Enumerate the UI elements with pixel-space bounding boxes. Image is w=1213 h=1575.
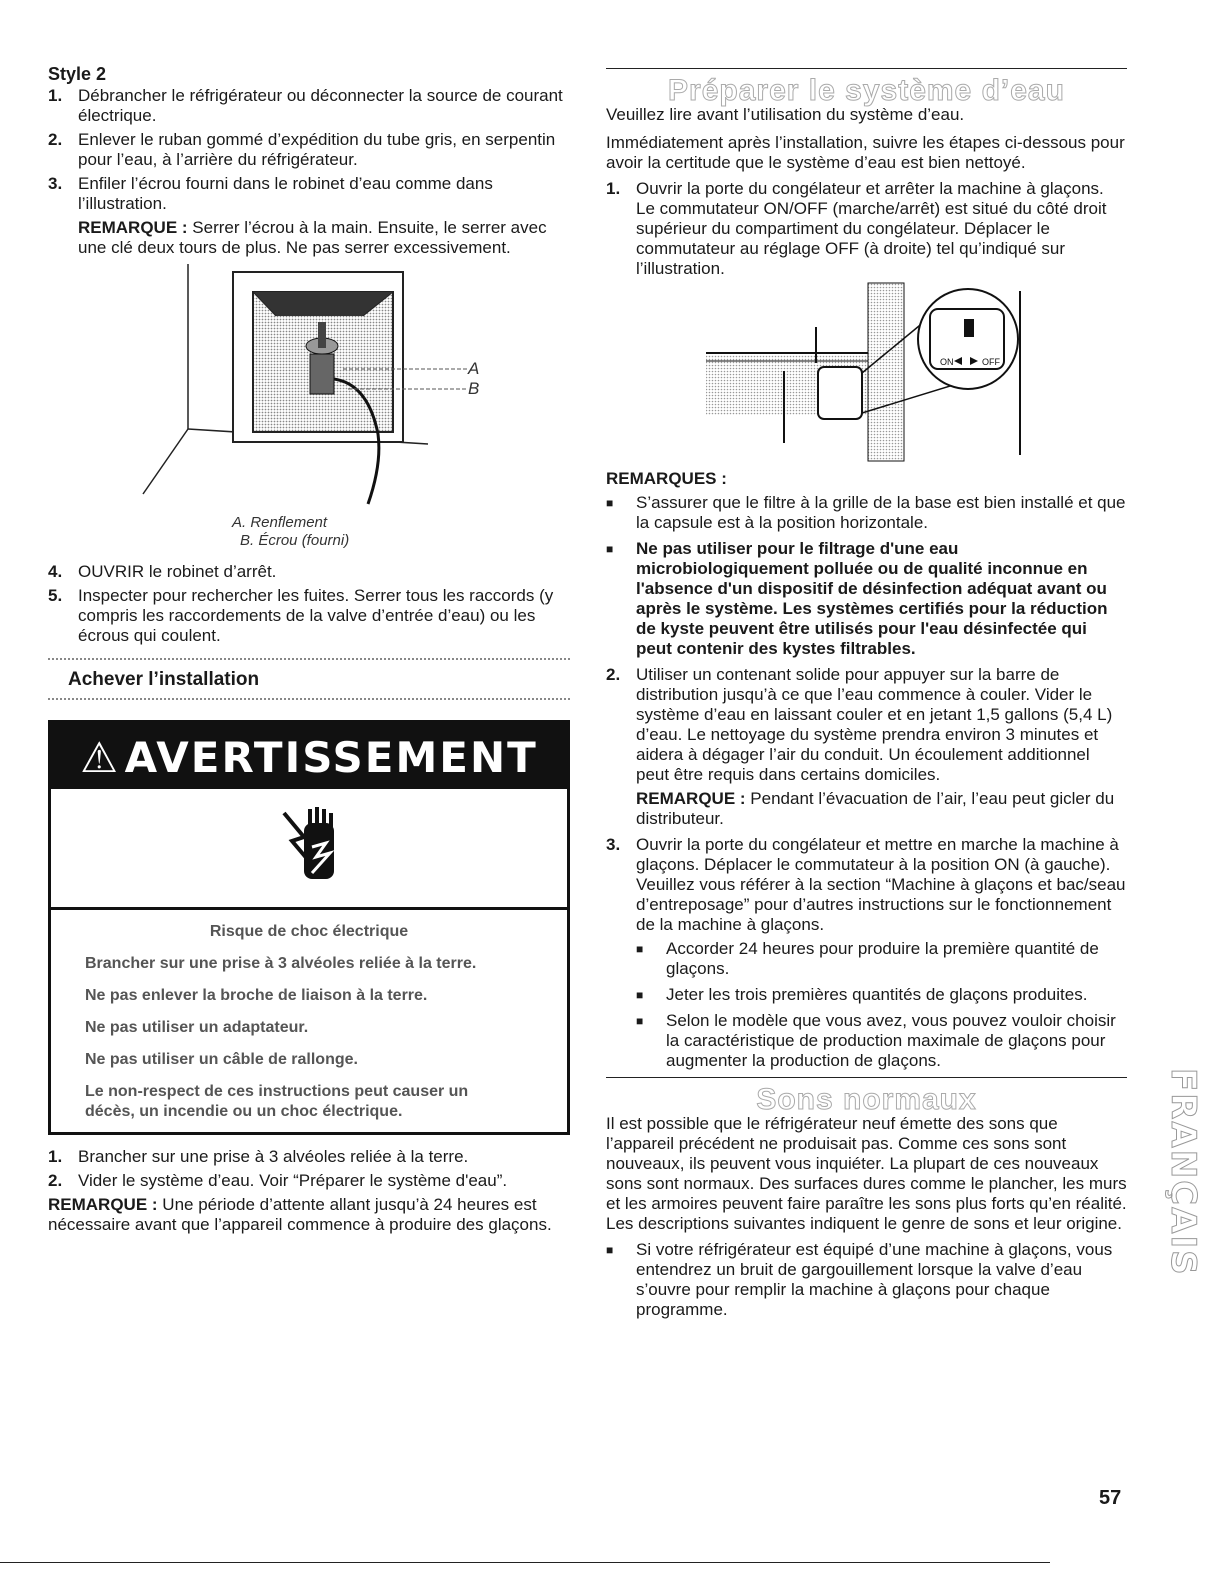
divider: [606, 68, 1127, 69]
list-item: [48, 562, 570, 582]
warning-title: AVERTISSEMENT: [124, 733, 538, 782]
list-item: [48, 174, 570, 214]
water-valve-illustration: [48, 264, 570, 586]
note-tighten: [48, 218, 570, 258]
list-item: [48, 1147, 570, 1167]
step-text: Enlever le ruban gommé d’expédition du tube gris, en serpentin pour l’eau, à l’arrière du réfrigérateur.: [78, 130, 556, 169]
ice-maker-switch-illustration: [606, 283, 1127, 461]
step-text: Ouvrir la porte du congélateur et arrêter la machine à glaçons. Le commutateur ON/OFF (marche/arrêt) est situé du côté droit supérieur du compartiment du congélateur. Déplacer le commutateur au réglage OFF (à droite) tel qu’indiqué sur l’illustration.: [636, 179, 1107, 278]
step-number: 5.: [48, 586, 63, 605]
list-item: [48, 1171, 570, 1191]
list-item: [606, 179, 1127, 279]
steps-list-c: [48, 1147, 570, 1191]
step-text: Vider le système d’eau. Voir “Préparer le système d'eau”.: [78, 1171, 508, 1190]
valve-drawing: [48, 264, 570, 586]
switch-drawing: [606, 283, 1127, 461]
step-text: Débrancher le réfrigérateur ou déconnecter la source de courant électrique.: [78, 86, 563, 125]
language-tab-graphic: [1150, 1060, 1203, 1350]
warning-body: [51, 910, 567, 1132]
step3-bullets: [636, 939, 1127, 1071]
list-item: ■ Ne pas utiliser pour le filtrage d'une eau microbiologiquement polluée ou de qualité inconnue en l'absence d'un dispositif de désinfection adéquat avant ou après le système. Les systèmes certifiés pour la réduction de kyste peuvent être utilisés pour l'eau désinfectée qui peut contenir des kystes filtrables.: [606, 539, 1127, 659]
paragraph: Veuillez lire avant l’utilisation du système d’eau.: [606, 105, 965, 124]
sounds-list: [606, 1240, 1127, 1320]
list-item: [48, 130, 570, 170]
warning-icon: ⚠: [80, 733, 120, 782]
note-label: REMARQUE :: [48, 1195, 158, 1214]
style-heading: Style 2: [48, 64, 107, 84]
step-number: 3.: [48, 174, 63, 193]
list-item: ■ Accorder 24 heures pour produire la première quantité de glaçons.: [636, 939, 1127, 979]
step-number: 2.: [48, 1171, 63, 1190]
note-label: REMARQUE :: [636, 789, 746, 808]
list-item: [606, 665, 1127, 785]
language-side-tab: [1150, 1060, 1203, 1350]
remarques-heading: REMARQUES :: [606, 469, 727, 488]
warning-line: Ne pas enlever la broche de liaison à la terre.: [85, 987, 428, 1004]
footer-rule: [0, 1562, 1050, 1563]
step-number: 1.: [606, 179, 621, 198]
right-column: [606, 68, 1127, 1326]
step-number: 1.: [48, 86, 63, 105]
note-text: Une période d’attente allant jusqu’à 24 heures est nécessaire avant que l’appareil commence à produire des glaçons.: [48, 1195, 552, 1234]
note-label: REMARQUE :: [78, 218, 188, 237]
steps-list-water-3: [606, 835, 1127, 935]
step-number: 2.: [606, 665, 621, 684]
warning-line: Brancher sur une prise à 3 alvéoles reliée à la terre.: [85, 955, 477, 972]
left-column: [48, 60, 570, 1239]
step-text: OUVRIR le robinet d’arrêt.: [78, 562, 277, 581]
list-item: [48, 586, 570, 646]
language-tab-text: FRANÇAIS: [1163, 1068, 1203, 1277]
paragraph: Immédiatement après l’installation, suivre les étapes ci-dessous pour avoir la certitude que le système d’eau est bien nettoyé.: [606, 133, 1125, 172]
step-number: 3.: [606, 835, 621, 854]
steps-list-water-2: [606, 665, 1127, 785]
divider: [606, 1077, 1127, 1078]
step-text: Brancher sur une prise à 3 alvéoles reliée à la terre.: [78, 1147, 469, 1166]
label-b: B: [468, 379, 480, 398]
figure-caption-a: A. Renflement: [232, 514, 328, 531]
list-item: ■ Jeter les trois premières quantités de glaçons produites.: [636, 985, 1127, 1005]
section-title-sounds: Sons normaux: [756, 1083, 977, 1116]
list-item: [606, 835, 1127, 935]
page-number: 57: [1099, 1487, 1122, 1509]
switch-on-label: ON: [940, 357, 954, 367]
warning-line: Ne pas utiliser un câble de rallonge.: [85, 1051, 358, 1068]
list-item: ■ Selon le modèle que vous avez, vous pouvez vouloir choisir la caractéristique de production maximale de glaçons pour augmenter la production de glaçons.: [636, 1011, 1127, 1071]
note-text: Pendant l’évacuation de l’air, l’eau peut gicler du distributeur.: [636, 789, 1115, 828]
shock-hazard-icon: [274, 803, 344, 893]
figure-caption-b: B. Écrou (fourni): [240, 532, 350, 549]
note-spray: [606, 789, 1127, 829]
list-item: ■ Si votre réfrigérateur est équipé d’une machine à glaçons, vous entendrez un bruit de gargouillement lorsque la valve d’eau s’ouvre pour remplir la machine à glaçons pour chaque programme.: [606, 1240, 1127, 1320]
warning-box: [48, 720, 570, 1135]
paragraph: Il est possible que le réfrigérateur neuf émette des sons que l’appareil précédent ne produisait pas. Comme ces sons sont nouveaux, ils peuvent vous inquiéter. La plupart de ces nouveaux sons sont normaux. Des surfaces dures comme le plancher, les murs et les armoires peuvent faire paraître les sons plus forts qu’en réalité. Les descriptions suivantes indiquent le genre de sons et leur origine.: [606, 1114, 1127, 1233]
warning-line: Ne pas utiliser un adaptateur.: [85, 1019, 309, 1036]
warning-header: [51, 723, 567, 789]
divider: [48, 698, 570, 700]
switch-off-label: OFF: [982, 357, 1000, 367]
step-text: Utiliser un contenant solide pour appuyer sur la barre de distribution jusqu’à ce que l’eau commence à couler. Vider le système d’eau en laissant couler et en jetant 1,5 gallons (5,4 L) d’eau. Le nettoyage du système prendra environ 3 minutes et aidera à dégager l’air du conduit. Un écoulement additionnel peut être requis dans certains domiciles.: [636, 665, 1113, 784]
label-a: A: [468, 359, 480, 378]
step-text: Enfiler l’écrou fourni dans le robinet d’eau comme dans l’illustration.: [78, 174, 493, 213]
steps-list-water-1: [606, 179, 1127, 279]
warning-line: Le non-respect de ces instructions peut causer un décès, un incendie ou un choc électrique.: [85, 1083, 469, 1120]
step-text: Inspecter pour rechercher les fuites. Serrer tous les raccords (y compris les raccordements de la valve d’entrée d’eau) ou les écrous qui coulent.: [78, 586, 554, 645]
steps-list-b: [48, 562, 570, 646]
step-number: 2.: [48, 130, 63, 149]
section-title-water: Préparer le système d’eau: [668, 74, 1065, 107]
list-item: [48, 86, 570, 126]
note-text: Serrer l’écrou à la main. Ensuite, le serrer avec une clé deux tours de plus. Ne pas serrer excessivement.: [78, 218, 547, 257]
step-number: 1.: [48, 1147, 63, 1166]
steps-list-a: [48, 86, 570, 214]
section-heading: Achever l’installation: [68, 669, 260, 690]
shock-hazard-icon-row: [51, 789, 567, 910]
step-text: Ouvrir la porte du congélateur et mettre en marche la machine à glaçons. Déplacer le commutateur à la position ON (à gauche). Veuillez vous référer à la section “Machine à glaçons et bac/seau d’entreposage” pour d’autres instructions sur le fonctionnement de la machine à glaçons.: [636, 835, 1126, 934]
note-wait: [48, 1195, 570, 1235]
list-item: ■ S’assurer que le filtre à la grille de la base est bien installé et que la capsule est à la position horizontale.: [606, 493, 1127, 533]
step-number: 4.: [48, 562, 63, 581]
warning-line: Risque de choc électrique: [209, 923, 409, 940]
remarques-list: [606, 493, 1127, 659]
